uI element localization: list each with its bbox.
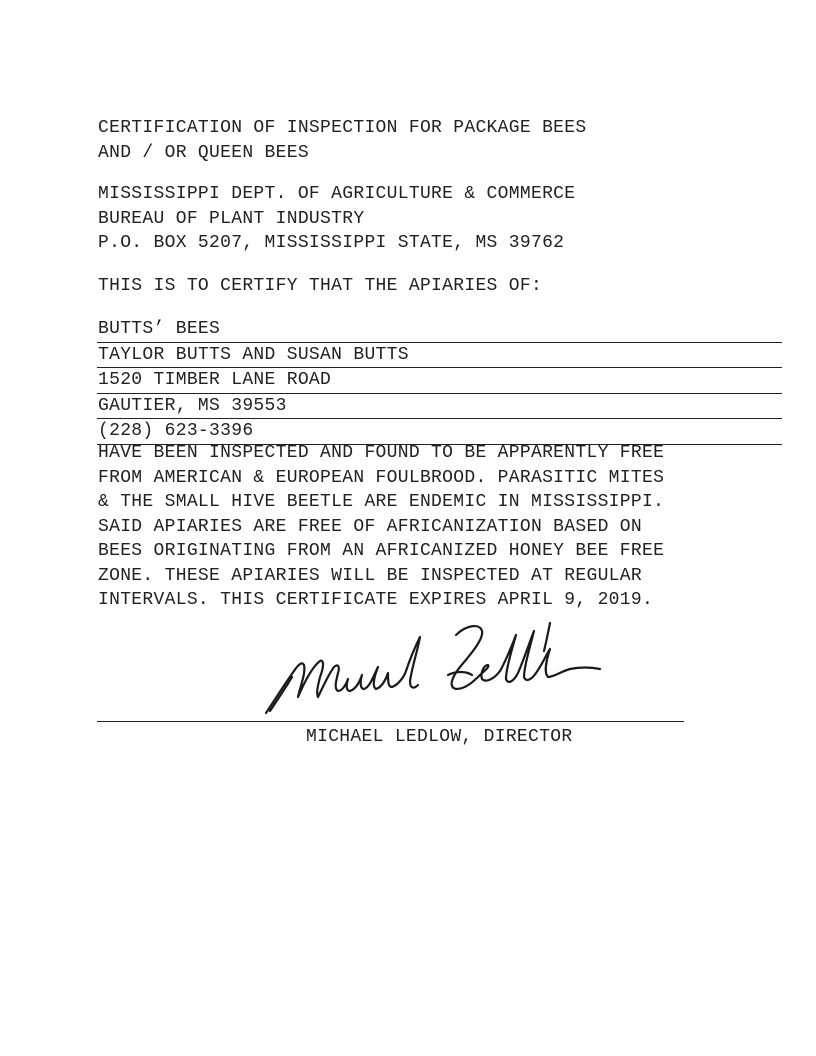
apiary-name-field: BUTTS’ BEES <box>97 317 782 343</box>
signature-graphic <box>260 615 620 725</box>
certify-intro: THIS IS TO CERTIFY THAT THE APIARIES OF: <box>98 276 543 296</box>
statement-line: BEES ORIGINATING FROM AN AFRICANIZED HONEY BEE FREE <box>98 541 665 561</box>
statement-line: SAID APIARIES ARE FREE OF AFRICANIZATION BASED ON <box>98 516 642 537</box>
certificate-title <box>98 116 586 165</box>
signer-name-title: MICHAEL LEDLOW, DIRECTOR <box>306 727 573 747</box>
agency-name: MISSISSIPPI DEPT. OF AGRICULTURE & COMMERCE <box>98 184 576 204</box>
apiary-city-field: GAUTIER, MS 39553 <box>97 394 782 420</box>
title-line-1: CERTIFICATION OF INSPECTION FOR PACKAGE BEES <box>98 118 587 138</box>
apiary-phone-field: (228) 623-3396 <box>97 419 782 445</box>
inspection-statement <box>98 441 664 613</box>
apiary-fields <box>97 317 782 445</box>
statement-line: & THE SMALL HIVE BEETLE ARE ENDEMIC IN MISSISSIPPI. <box>98 492 665 512</box>
signature-line <box>97 721 684 722</box>
bureau-name: BUREAU OF PLANT INDUSTRY <box>98 208 365 229</box>
statement-line: HAVE BEEN INSPECTED AND FOUND TO BE APPARENTLY FREE <box>98 443 665 463</box>
apiary-owners-field: TAYLOR BUTTS AND SUSAN BUTTS <box>97 343 782 369</box>
apiary-address-field: 1520 TIMBER LANE ROAD <box>97 368 782 394</box>
handwritten-signature <box>260 615 620 725</box>
statement-line: INTERVALS. THIS CERTIFICATE EXPIRES APRIL 9, 2019. <box>98 590 654 610</box>
agency-address-block <box>98 182 575 256</box>
agency-po-box: P.O. BOX 5207, MISSISSIPPI STATE, MS 39762 <box>98 233 565 253</box>
statement-line: ZONE. THESE APIARIES WILL BE INSPECTED AT REGULAR <box>98 565 642 586</box>
title-line-2: AND / OR QUEEN BEES <box>98 142 309 163</box>
statement-line: FROM AMERICAN & EUROPEAN FOULBROOD. PARASITIC MITES <box>98 467 665 488</box>
